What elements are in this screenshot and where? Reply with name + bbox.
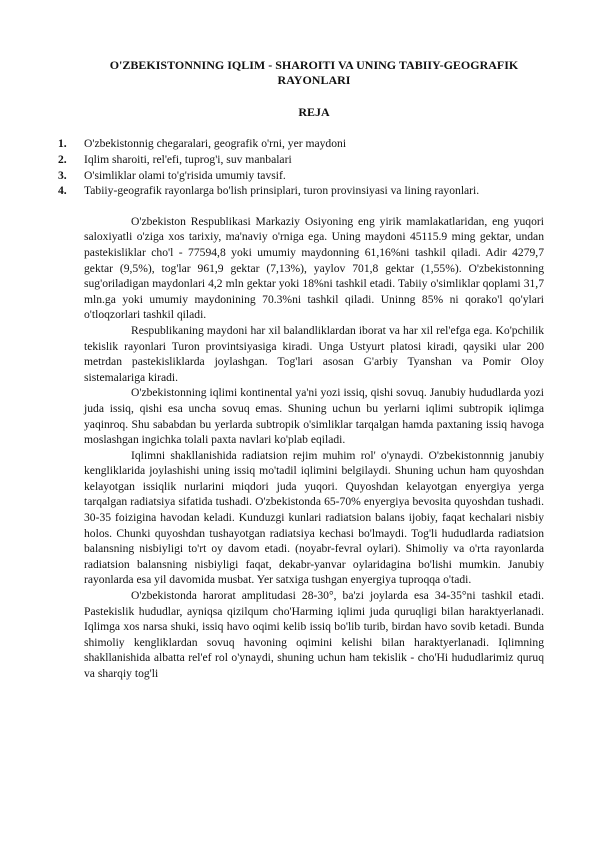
- plan-item-number: 1.: [58, 137, 67, 151]
- body-paragraph: O'zbekiston Respublikasi Markaziy Osiyoning eng yirik mamlakatlaridan, eng yuqori saloxiyatli o'ziga xos tarixiy, ma'naviy o'rniga ega. Uning maydoni 45115.9 ming gektar, undan pastekisliklar cho'l - 77594,8 yoki umumiy maydonning 61,16%ni tashkil qiladi. Adir 4279,7 gektar (9,5%), tog'lar 961,9 gektar (7,13%), yaylov 701,8 gektar (1,55%). O'zbekistonning sug'oriladigan maydonlari 4,2 mln gektar yoki 18%ni tashkil etadi. Tabiiy o'simliklar qoplami 31,7 mln.ga yoki umumiy maydonining 70.3%ni tashkil qiladi. Uninng 85% ni qorako'l qo'ylari o'tloqzorlari tashkil qiladi.: [84, 214, 544, 322]
- body-paragraph: Iqlimni shakllanishida radiatsion rejim muhim rol' o'ynaydi. O'zbekistonnnig janubiy kengliklarida joylashishi uning issiq mo'tadil iqlimini belgilaydi. Shuning uchun ham quyoshdan kelayotgan issiqlik nurlarini miqdori juda yuqori. Quyoshdan kelayotgan enyergiya yerga tarqalgan radiatsiya sifatida tushadi. O'zbekistonda 65-70% enyergiya bevosita quyoshdan tushadi. 30-35 foizigina havodan keladi. Kunduzgi kunlari radiatsion balans ijobiy, faqat kechalari nisbiy holos. Chunki quyoshdan tushayotgan radiatsiya kechasi bo'lmaydi. Tog'li hududlarda radiatsion balansning nisbiyligi to'rt oy davom etadi. (noyabr-fevral oylari). Shimoliy va o'rta rayonlarda radiatsion balansning nisbiyligi faqat, dekabr-yanvar oylaridagina bo'lishi mumkin. Janubiy rayonlarda esa yil davomida musbat. Yer satxiga tushgan enyergiya tuproqqa o'tadi.: [84, 448, 544, 587]
- plan-item-text: Iqlim sharoiti, rel'efi, tuprog'i, suv manbalari: [84, 153, 292, 166]
- document-title: O'ZBEKISTONNING IQLIM - SHAROITI VA UNING TABIIY-GEOGRAFIK RAYONLARI: [109, 58, 519, 88]
- body-paragraph: Respublikaning maydoni har xil balandliklardan iborat va har xil rel'efga ega. Ko'pchilik tekislik rayonlari Turon provintsiyasiga kiradi. Unga Ustyurt platosi kiradi, qaysiki ular 200 metrdan pastekisliklarda joylashgan. Tog'lari asosan G'arbiy Tyanshan va Pomir Oloy sistemalariga kiradi.: [84, 323, 544, 384]
- plan-item: [58, 136, 544, 152]
- plan-list: [58, 136, 544, 198]
- plan-item-text: O'simliklar olami to'g'risida umumiy tavsif.: [84, 168, 286, 182]
- plan-item-text: Tabiiy-geografik rayonlarga bo'lish prinsiplari, turon provinsiyasi va lining rayonlari.: [84, 184, 480, 198]
- plan-item: [58, 168, 544, 184]
- plan-item-number: 2.: [58, 153, 67, 166]
- plan-item-number: 4.: [58, 184, 67, 198]
- body-paragraph: O'zbekistonning iqlimi kontinental ya'ni yozi issiq, qishi sovuq. Janubiy hududlarda yozi juda issiq, qishi esa uncha sovuq emas. Shuning uchun bu yerlarni iqlimi subtropik iqlimga yaqinroq. Shu sababdan bu yerlarda subtropik o'simliklar tarqalgan hamda paxtaning issiq havoga moslashgan ingichka tolali paxta navlari ko'plab eqiladi.: [84, 386, 544, 447]
- plan-item-text: O'zbekistonnig chegaralari, geografik o'rni, yer maydoni: [84, 137, 347, 151]
- document-body: [84, 214, 544, 682]
- plan-item-number: 3.: [58, 168, 67, 182]
- plan-item: [58, 152, 544, 168]
- body-paragraph: O'zbekistonda harorat amplitudasi 28-30°, ba'zi joylarda esa 34-35°ni tashkil etadi. Pastekislik hududlar, ayniqsa qizilqum cho'Harming iqlimi juda quruqligi bilan haraktyerlanadi. Iqlimga xos narsa shuki, issiq havo oqimi kelib issiq bo'lib turib, birdan havo sovib ketadi. Bunda shimoliy kengliklardan sovuq havoning oqimini kelishi bilan haraktyerlanadi. Iqlimning shakllanishida albatta rel'ef rol o'ynaydi, shuning uchun ham tekislik - cho'Hi hududlarimiz quruq va sharqiy tog'li: [84, 589, 544, 680]
- plan-item: [58, 183, 544, 199]
- plan-heading: REJA: [298, 104, 330, 119]
